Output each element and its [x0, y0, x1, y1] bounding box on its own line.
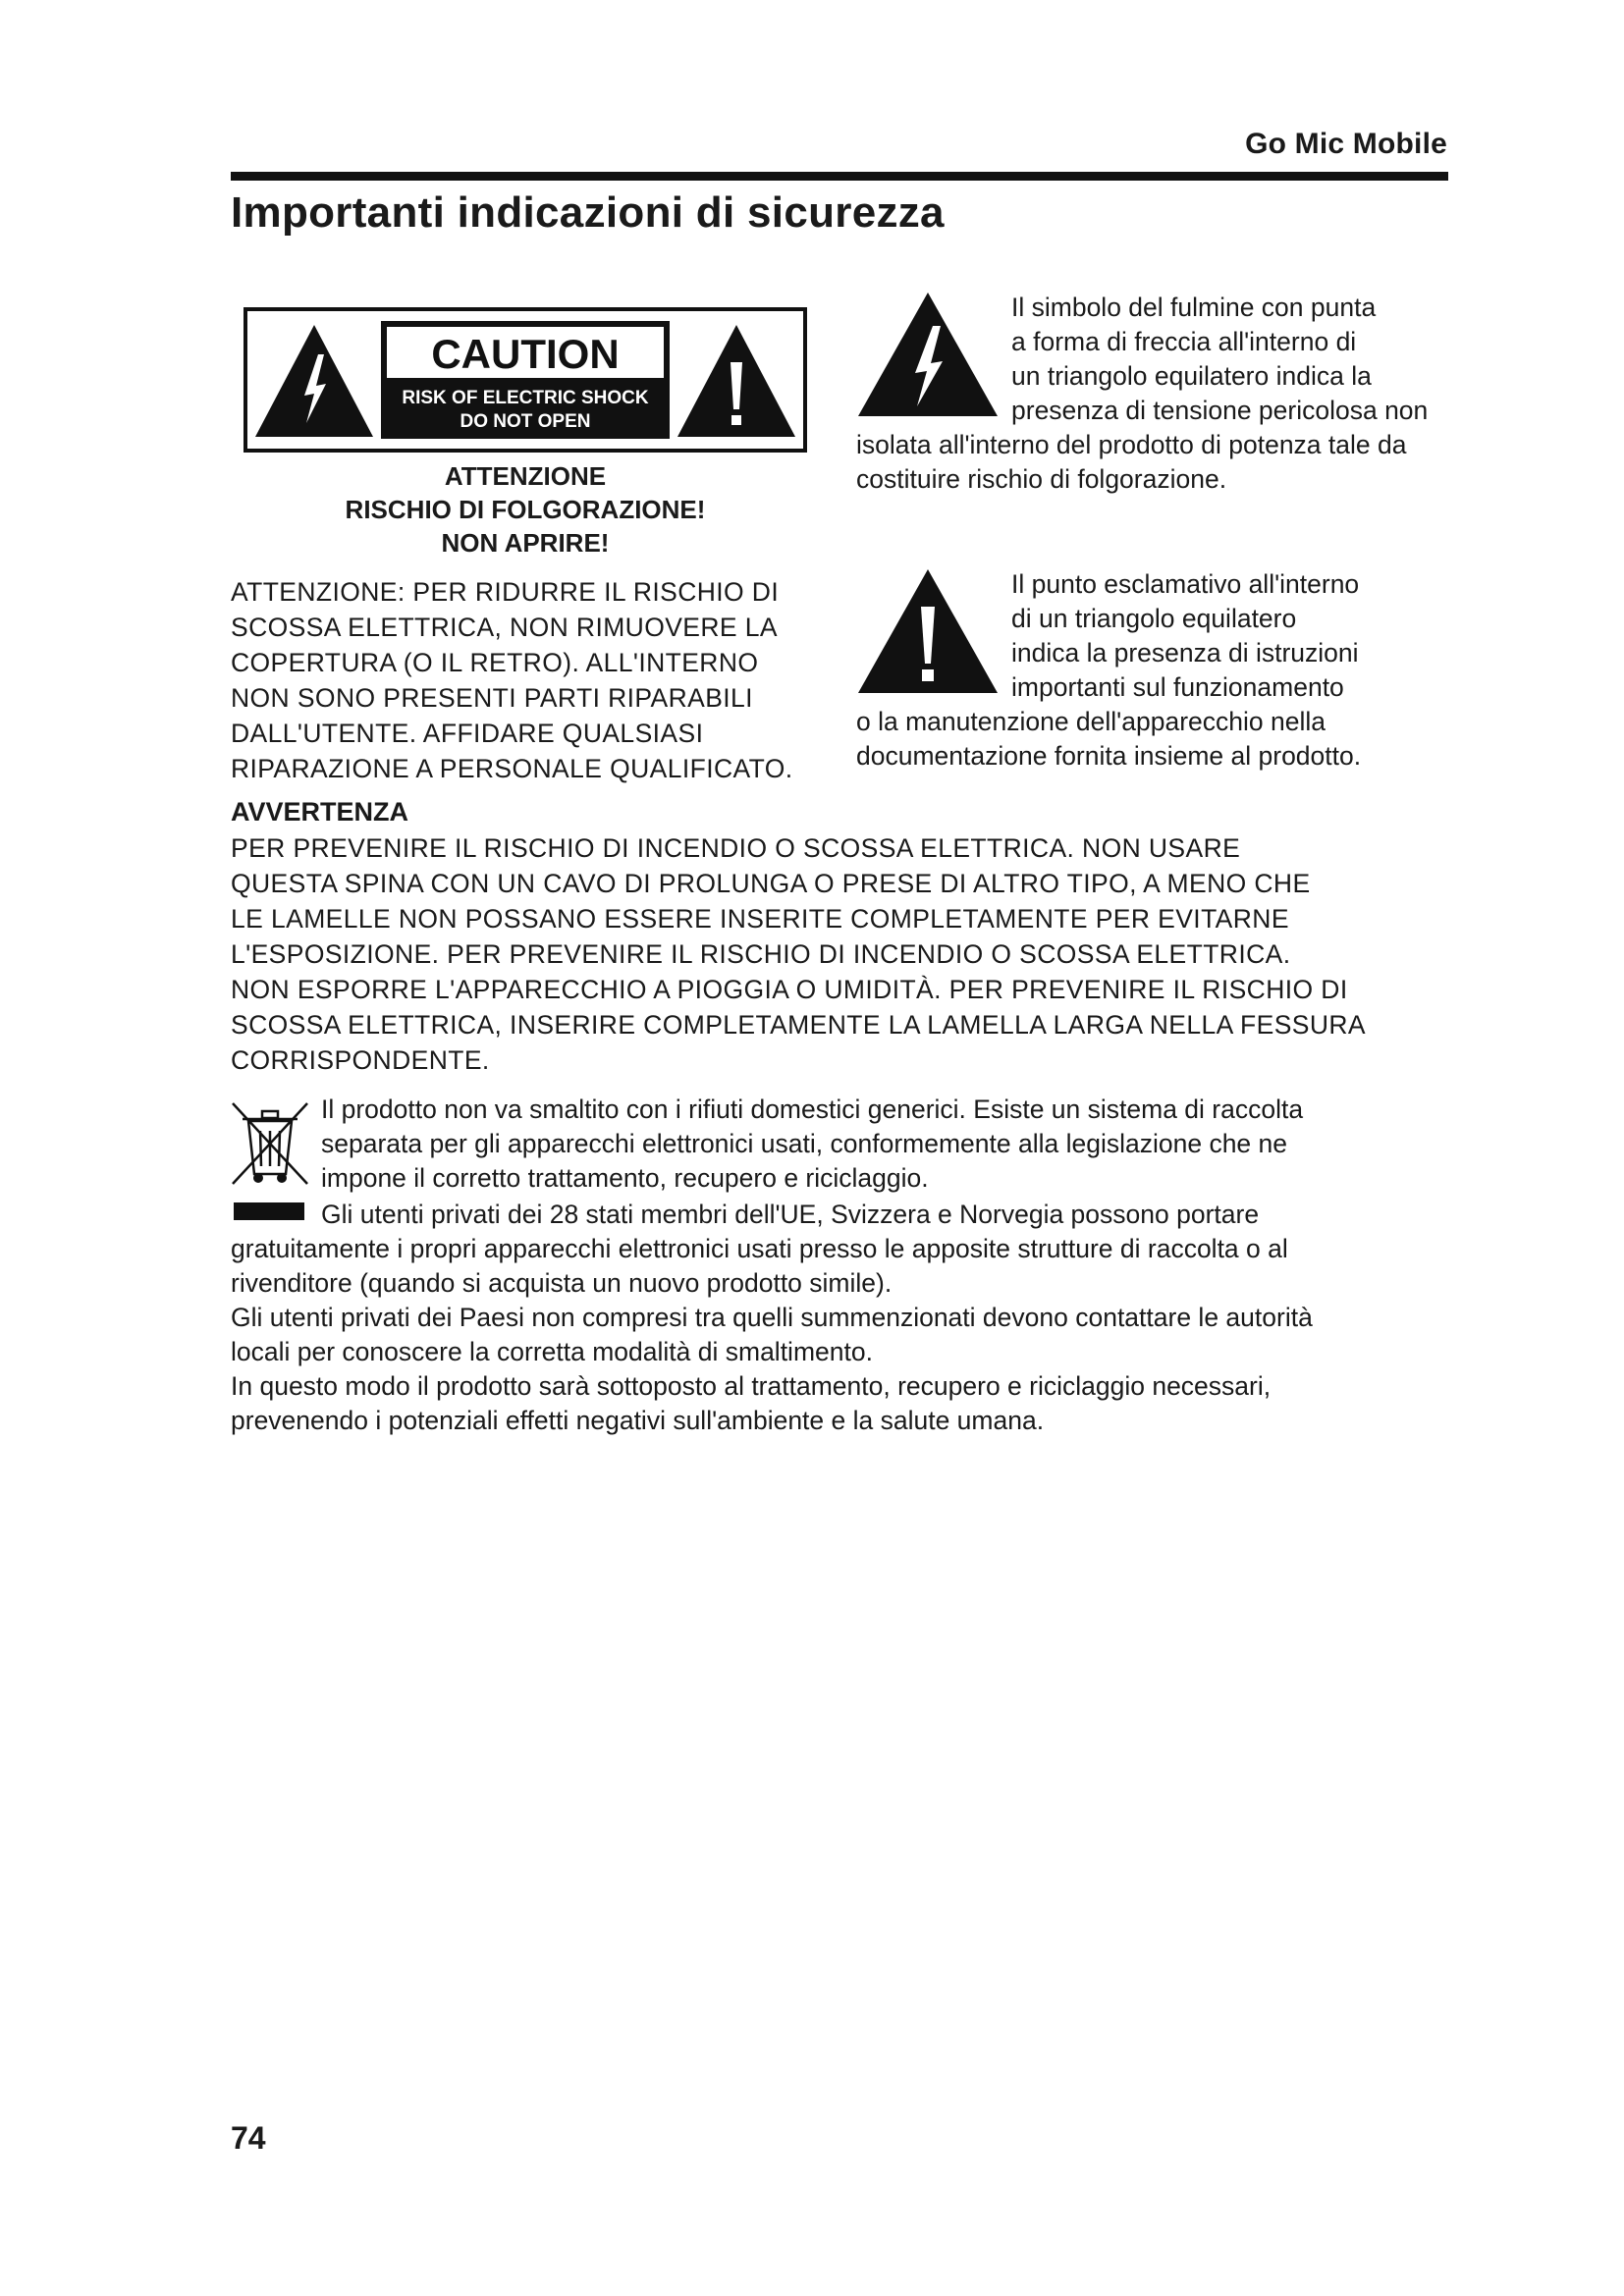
weee-paragraph-4	[231, 1369, 1468, 1438]
weee-line: separata per gli apparecchi elettronici usati, conformemente alla legislazione che ne	[321, 1129, 1288, 1158]
weee-paragraph-3	[231, 1301, 1468, 1369]
exclamation-description-cont	[856, 705, 1465, 774]
caption-line: ATTENZIONE	[444, 461, 607, 491]
description-line: Il simbolo del fulmine con punta	[1011, 293, 1377, 322]
warning-heading: AVVERTENZA	[231, 797, 409, 827]
description-line: o la manutenzione dell'apparecchio nella	[856, 707, 1326, 736]
warning-line: QUESTA SPINA CON UN CAVO DI PROLUNGA O PRESE DI ALTRO TIPO, A MENO CHE	[231, 869, 1311, 898]
weee-line: rivenditore (quando si acquista un nuovo prodotto simile).	[231, 1268, 893, 1298]
weee-solid-bar	[234, 1202, 304, 1220]
caution-title: CAUTION	[431, 331, 620, 377]
weee-line: Il prodotto non va smaltito con i rifiuti domestici generici. Esiste un sistema di raccolta	[321, 1095, 1304, 1124]
attention-line: DALL'UTENTE. AFFIDARE QUALSIASI	[231, 719, 704, 748]
caption-line: NON APRIRE!	[441, 528, 610, 558]
description-line: a forma di freccia all'interno di	[1011, 327, 1357, 356]
description-line: costituire rischio di folgorazione.	[856, 464, 1227, 494]
page-title: Importanti indicazioni di sicurezza	[231, 188, 945, 237]
description-line: presenza di tensione pericolosa non	[1011, 396, 1429, 425]
description-line: isolata all'interno del prodotto di potenza tale da	[856, 430, 1407, 459]
lightning-description	[1011, 291, 1463, 428]
caution-subtitle-1: RISK OF ELECTRIC SHOCK	[402, 388, 649, 408]
weee-paragraph-2	[231, 1232, 1468, 1301]
running-header-title: Go Mic Mobile	[1245, 128, 1447, 160]
caution-caption	[231, 459, 820, 560]
attention-line: SCOSSA ELETTRICA, NON RIMUOVERE LA	[231, 613, 778, 642]
caption-line: RISCHIO DI FOLGORAZIONE!	[345, 495, 706, 524]
warning-body	[231, 830, 1468, 1078]
exclamation-description	[1011, 567, 1473, 705]
warning-line: CORRISPONDENTE.	[231, 1045, 490, 1075]
attention-line: COPERTURA (O IL RETRO). ALL'INTERNO	[231, 648, 759, 677]
weee-paragraph-1	[321, 1093, 1470, 1196]
description-line: un triangolo equilatero indica la	[1011, 361, 1372, 391]
weee-line: impone il corretto trattamento, recupero e riciclaggio.	[321, 1163, 929, 1193]
attention-body	[231, 574, 820, 786]
weee-line: In questo modo il prodotto sarà sottoposto al trattamento, recupero e riciclaggio necessari,	[231, 1371, 1272, 1401]
attention-line: ATTENZIONE: PER RIDURRE IL RISCHIO DI	[231, 577, 780, 607]
exclamation-triangle-icon	[856, 567, 1000, 695]
description-line: di un triangolo equilatero	[1011, 604, 1297, 633]
description-line: Il punto esclamativo all'interno	[1011, 569, 1360, 599]
description-line: indica la presenza di istruzioni	[1011, 638, 1359, 667]
warning-line: PER PREVENIRE IL RISCHIO DI INCENDIO O SCOSSA ELETTRICA. NON USARE	[231, 833, 1241, 863]
description-line: importanti sul funzionamento	[1011, 672, 1344, 702]
weee-line: prevenendo i potenziali effetti negativi sull'ambiente e la salute umana.	[231, 1406, 1045, 1435]
description-line: documentazione fornita insieme al prodotto.	[856, 741, 1362, 771]
attention-line: RIPARAZIONE A PERSONALE QUALIFICATO.	[231, 754, 793, 783]
weee-paragraph-2-first: Gli utenti privati dei 28 stati membri dell'UE, Svizzera e Norvegia possono portare	[321, 1200, 1260, 1229]
page-number: 74	[231, 2120, 266, 2156]
caution-subtitle-2: DO NOT OPEN	[460, 411, 591, 432]
attention-line: NON SONO PRESENTI PARTI RIPARABILI	[231, 683, 753, 713]
warning-line: LE LAMELLE NON POSSANO ESSERE INSERITE COMPLETAMENTE PER EVITARNE	[231, 904, 1289, 934]
lightning-description-cont	[856, 428, 1465, 497]
warning-line: L'ESPOSIZIONE. PER PREVENIRE IL RISCHIO DI INCENDIO O SCOSSA ELETTRICA.	[231, 939, 1291, 969]
lightning-triangle-icon	[856, 291, 1000, 418]
weee-line: Gli utenti privati dei Paesi non compresi tra quelli summenzionati devono contattare le autorità	[231, 1303, 1313, 1332]
weee-line: gratuitamente i propri apparecchi elettronici usati presso le apposite strutture di raccolta o al	[231, 1234, 1288, 1263]
weee-line: locali per conoscere la corretta modalità di smaltimento.	[231, 1337, 873, 1366]
warning-line: NON ESPORRE L'APPARECCHIO A PIOGGIA O UMIDITÀ. PER PREVENIRE IL RISCHIO DI	[231, 975, 1348, 1004]
caution-label	[244, 307, 807, 453]
header-rule	[231, 172, 1448, 181]
crossed-bin-icon	[229, 1097, 311, 1188]
warning-line: SCOSSA ELETTRICA, INSERIRE COMPLETAMENTE LA LAMELLA LARGA NELLA FESSURA	[231, 1010, 1366, 1040]
